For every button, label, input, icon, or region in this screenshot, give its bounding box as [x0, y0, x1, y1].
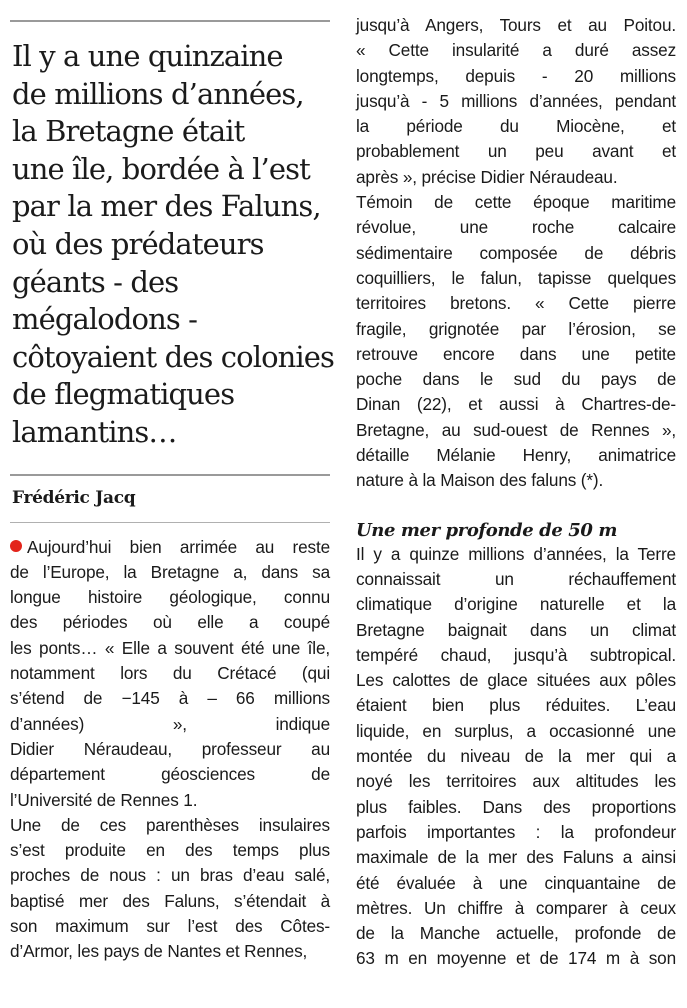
body-line: connaissait un réchauffement: [356, 568, 676, 589]
body-line: Dinan (22), et aussi à Chartres-de-: [356, 394, 677, 415]
body-line: « Cette insularité a duré assez: [356, 40, 677, 61]
author-bottom-rule: [10, 522, 330, 523]
lead-line: géants - des: [12, 264, 179, 299]
body-line: probablement un peu avant et: [356, 141, 676, 162]
body-line: plus faibles. Dans des proportions: [356, 796, 677, 817]
author-top-rule: [10, 474, 330, 476]
body-line: révolue, une roche calcaire: [356, 217, 676, 238]
body-line: montée du niveau de la mer qui a: [356, 746, 677, 767]
lead-line: de millions d’années,: [12, 76, 304, 111]
body-line: la période du Miocène, et: [356, 116, 676, 137]
body-line: d’Armor, les pays de Nantes et Rennes,: [10, 941, 308, 962]
lead-line: par la mer des Faluns,: [12, 189, 321, 224]
body-line: Les calottes de glace situées aux pôles: [356, 670, 676, 691]
left-body-text: [10, 535, 330, 965]
body-line: noyé les territoires aux altitudes les: [356, 771, 676, 792]
section-subhead: Une mer profonde de 50 m: [356, 519, 618, 541]
lead-line: mégalodons -: [12, 302, 198, 337]
body-line: s’étend de −145 à – 66 millions: [10, 688, 330, 709]
body-line: Il y a quinze millions d’années, la Terre: [356, 543, 676, 564]
lead-line: où des prédateurs: [12, 226, 264, 261]
body-line: coquilliers, le falun, tapisse quelques: [356, 267, 677, 288]
body-line: longue histoire géologique, connu: [10, 587, 330, 608]
body-line: les ponts… « Elle a souvent été une île,: [10, 637, 330, 658]
lead-line: la Bretagne était: [12, 114, 245, 149]
body-line: mètres. Un chiffre à comparer à ceux: [356, 897, 676, 918]
lead-line: de flegmatiques: [12, 377, 235, 412]
body-line: étaient bien plus réduites. L’eau: [356, 695, 677, 716]
body-line: des périodes où elle a coupé: [10, 612, 330, 633]
body-line: 63 m en moyenne et de 174 m à son: [356, 948, 677, 969]
left-column: [10, 0, 335, 965]
body-line: l’Université de Rennes 1.: [10, 789, 198, 810]
body-line: s’est produite en des temps plus: [10, 840, 330, 861]
body-line: son maximum sur l’est des Côtes-: [10, 915, 330, 936]
lead-line: Il y a une quinzaine: [12, 39, 283, 73]
body-line: jusqu’à - 5 millions d’années, pendant: [356, 90, 676, 111]
right-body-text-2: [356, 542, 676, 972]
body-line: Didier Néraudeau, professeur au: [10, 738, 330, 759]
body-line: parfois importantes : la profondeur: [356, 821, 677, 842]
article-lead: [12, 38, 335, 452]
body-line: détaille Mélanie Henry, animatrice: [356, 445, 676, 466]
body-line: sédimentaire composée de débris: [356, 242, 676, 263]
body-line: territoires bretons. « Cette pierre: [356, 293, 677, 314]
body-line: Bretagne baignait dans un climat: [356, 619, 676, 640]
body-line: retrouve encore dans une petite: [356, 343, 676, 364]
body-line: été évaluée à une cinquantaine de: [356, 872, 677, 893]
body-line: Une de ces parenthèses insulaires: [10, 814, 330, 835]
body-line: département géosciences de: [10, 764, 330, 785]
lead-line: une île, bordée à l’est: [12, 151, 310, 186]
body-line: proches de nous : un bras d’eau salé,: [10, 865, 331, 886]
body-line: de l’Europe, la Bretagne a, dans sa: [10, 561, 331, 582]
body-line: tempéré chaud, jusqu’à subtropical.: [356, 644, 677, 665]
top-rule-left: [10, 20, 330, 22]
body-line: liquide, en surplus, a occasionné une: [356, 720, 676, 741]
body-line: d’années) », indique: [10, 713, 330, 734]
red-bullet-icon: [10, 540, 22, 552]
body-line: Témoin de cette époque maritime: [356, 192, 676, 213]
body-line: de la Manche actuelle, profonde de: [356, 923, 677, 944]
body-line: Aujourd’hui bien arrimée au reste: [10, 535, 330, 560]
body-line: nature à la Maison des faluns (*).: [356, 470, 604, 491]
body-line: après », précise Didier Néraudeau.: [356, 166, 618, 187]
body-line: longtemps, depuis - 20 millions: [356, 65, 676, 86]
author-byline: Frédéric Jacq: [12, 487, 136, 508]
body-line: notamment lors du Crétacé (qui: [10, 663, 330, 684]
right-column: [356, 0, 676, 972]
body-line: climatique d’origine naturelle et la: [356, 594, 676, 615]
body-line: Bretagne, au sud-ouest de Rennes »,: [356, 419, 677, 440]
body-line: fragile, grignotée par l’érosion, se: [356, 318, 676, 339]
lead-line: lamantins…: [12, 414, 177, 449]
lead-line: côtoyaient des colonies: [12, 339, 335, 374]
right-body-text-1: [356, 13, 676, 494]
body-line: poche dans le sud du pays de: [356, 369, 677, 390]
body-line: jusqu’à Angers, Tours et au Poitou.: [356, 15, 677, 35]
body-line: baptisé mer des Faluns, s’étendait à: [10, 890, 331, 911]
body-line: maximale de la mer des Faluns a ainsi: [356, 847, 676, 868]
